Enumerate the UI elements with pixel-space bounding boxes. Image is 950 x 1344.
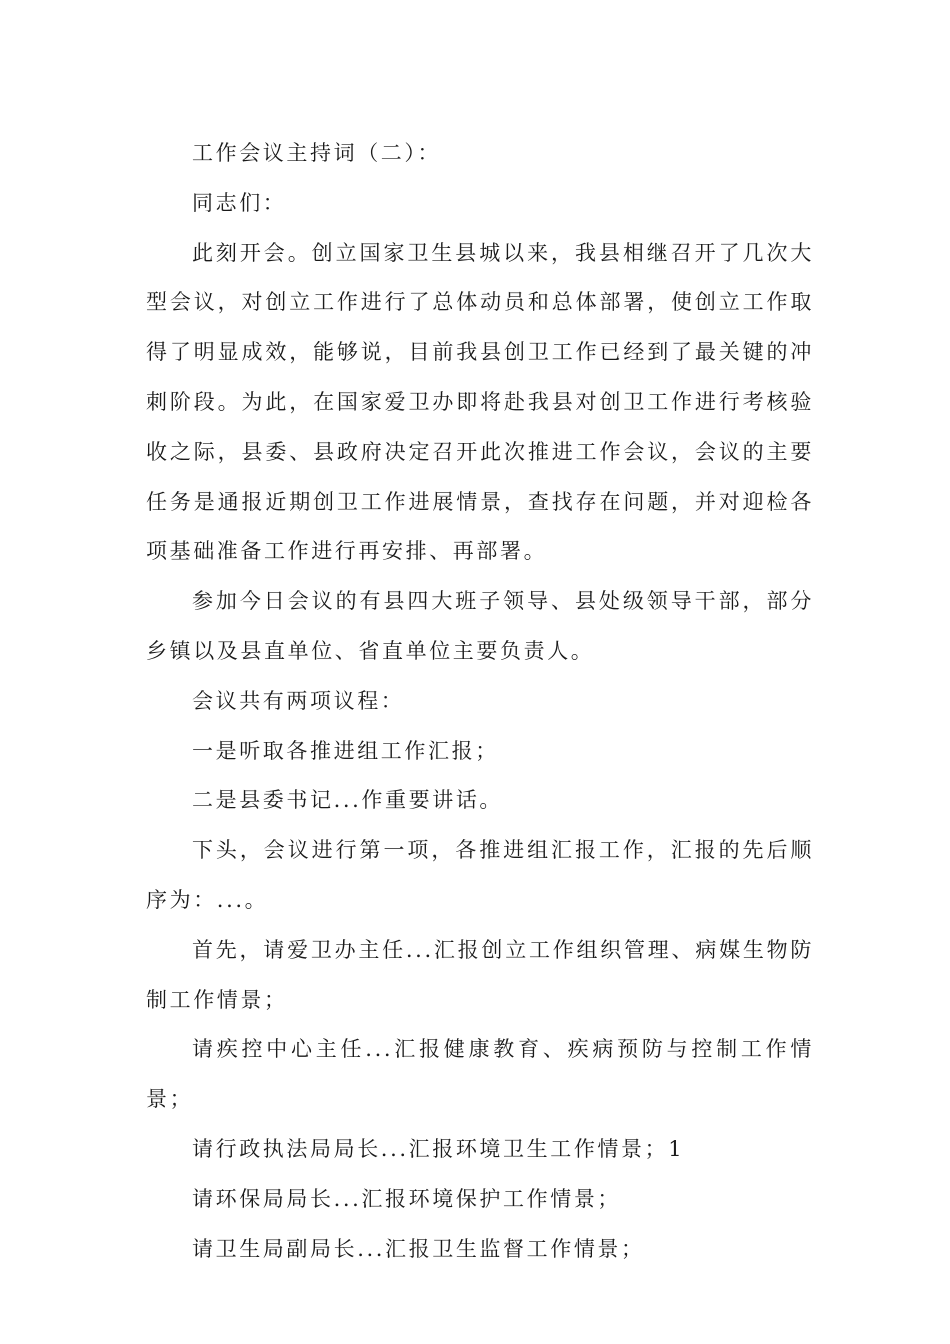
report-item-5: 请卫生局副局长...汇报卫生监督工作情景；: [192, 1236, 645, 1261]
document-title: 工作会议主持词（二）：: [192, 141, 442, 165]
paragraph-opening: 此刻开会。创立国家卫生县城以来，我县相继召开了几次大型会议，对创立工作进行了总体动员和总体部署，使创立工作取得了明显成效，能够说，目前我县创卫工作已经到了最关键的冲刺阶段。为此，在国家爱卫办即将赴我县对创卫工作进行考核验收之际，县委、县政府决定召开此次推进工作会议，会议的主要任务是通报近期创卫工作进展情景，查找存在问题，并对迎检各项基础准备工作进行再安排、再部署。: [146, 240, 814, 564]
agenda-item-2: 二是县委书记...作重要讲话。: [192, 788, 504, 813]
document-body: [146, 129, 814, 1274]
paragraph-agenda-intro: 会议共有两项议程：: [192, 688, 405, 713]
paragraph-report-order: 下头，会议进行第一项，各推进组汇报工作，汇报的先后顺序为：...。: [146, 838, 814, 912]
salutation: 同志们：: [192, 190, 287, 215]
agenda-item-1: 一是听取各推进组工作汇报；: [192, 738, 499, 763]
report-item-4: 请环保局局长...汇报环境保护工作情景；: [192, 1186, 622, 1211]
report-item-1: 首先，请爱卫办主任...汇报创立工作组织管理、病媒生物防制工作情景；: [146, 937, 814, 1012]
report-item-3: 请行政执法局局长...汇报环境卫生工作情景；1: [192, 1136, 685, 1161]
report-item-2: 请疾控中心主任...汇报健康教育、疾病预防与控制工作情景；: [146, 1037, 814, 1112]
paragraph-attendees: 参加今日会议的有县四大班子领导、县处级领导干部，部分乡镇以及县直单位、省直单位主要负责人。: [146, 589, 814, 663]
